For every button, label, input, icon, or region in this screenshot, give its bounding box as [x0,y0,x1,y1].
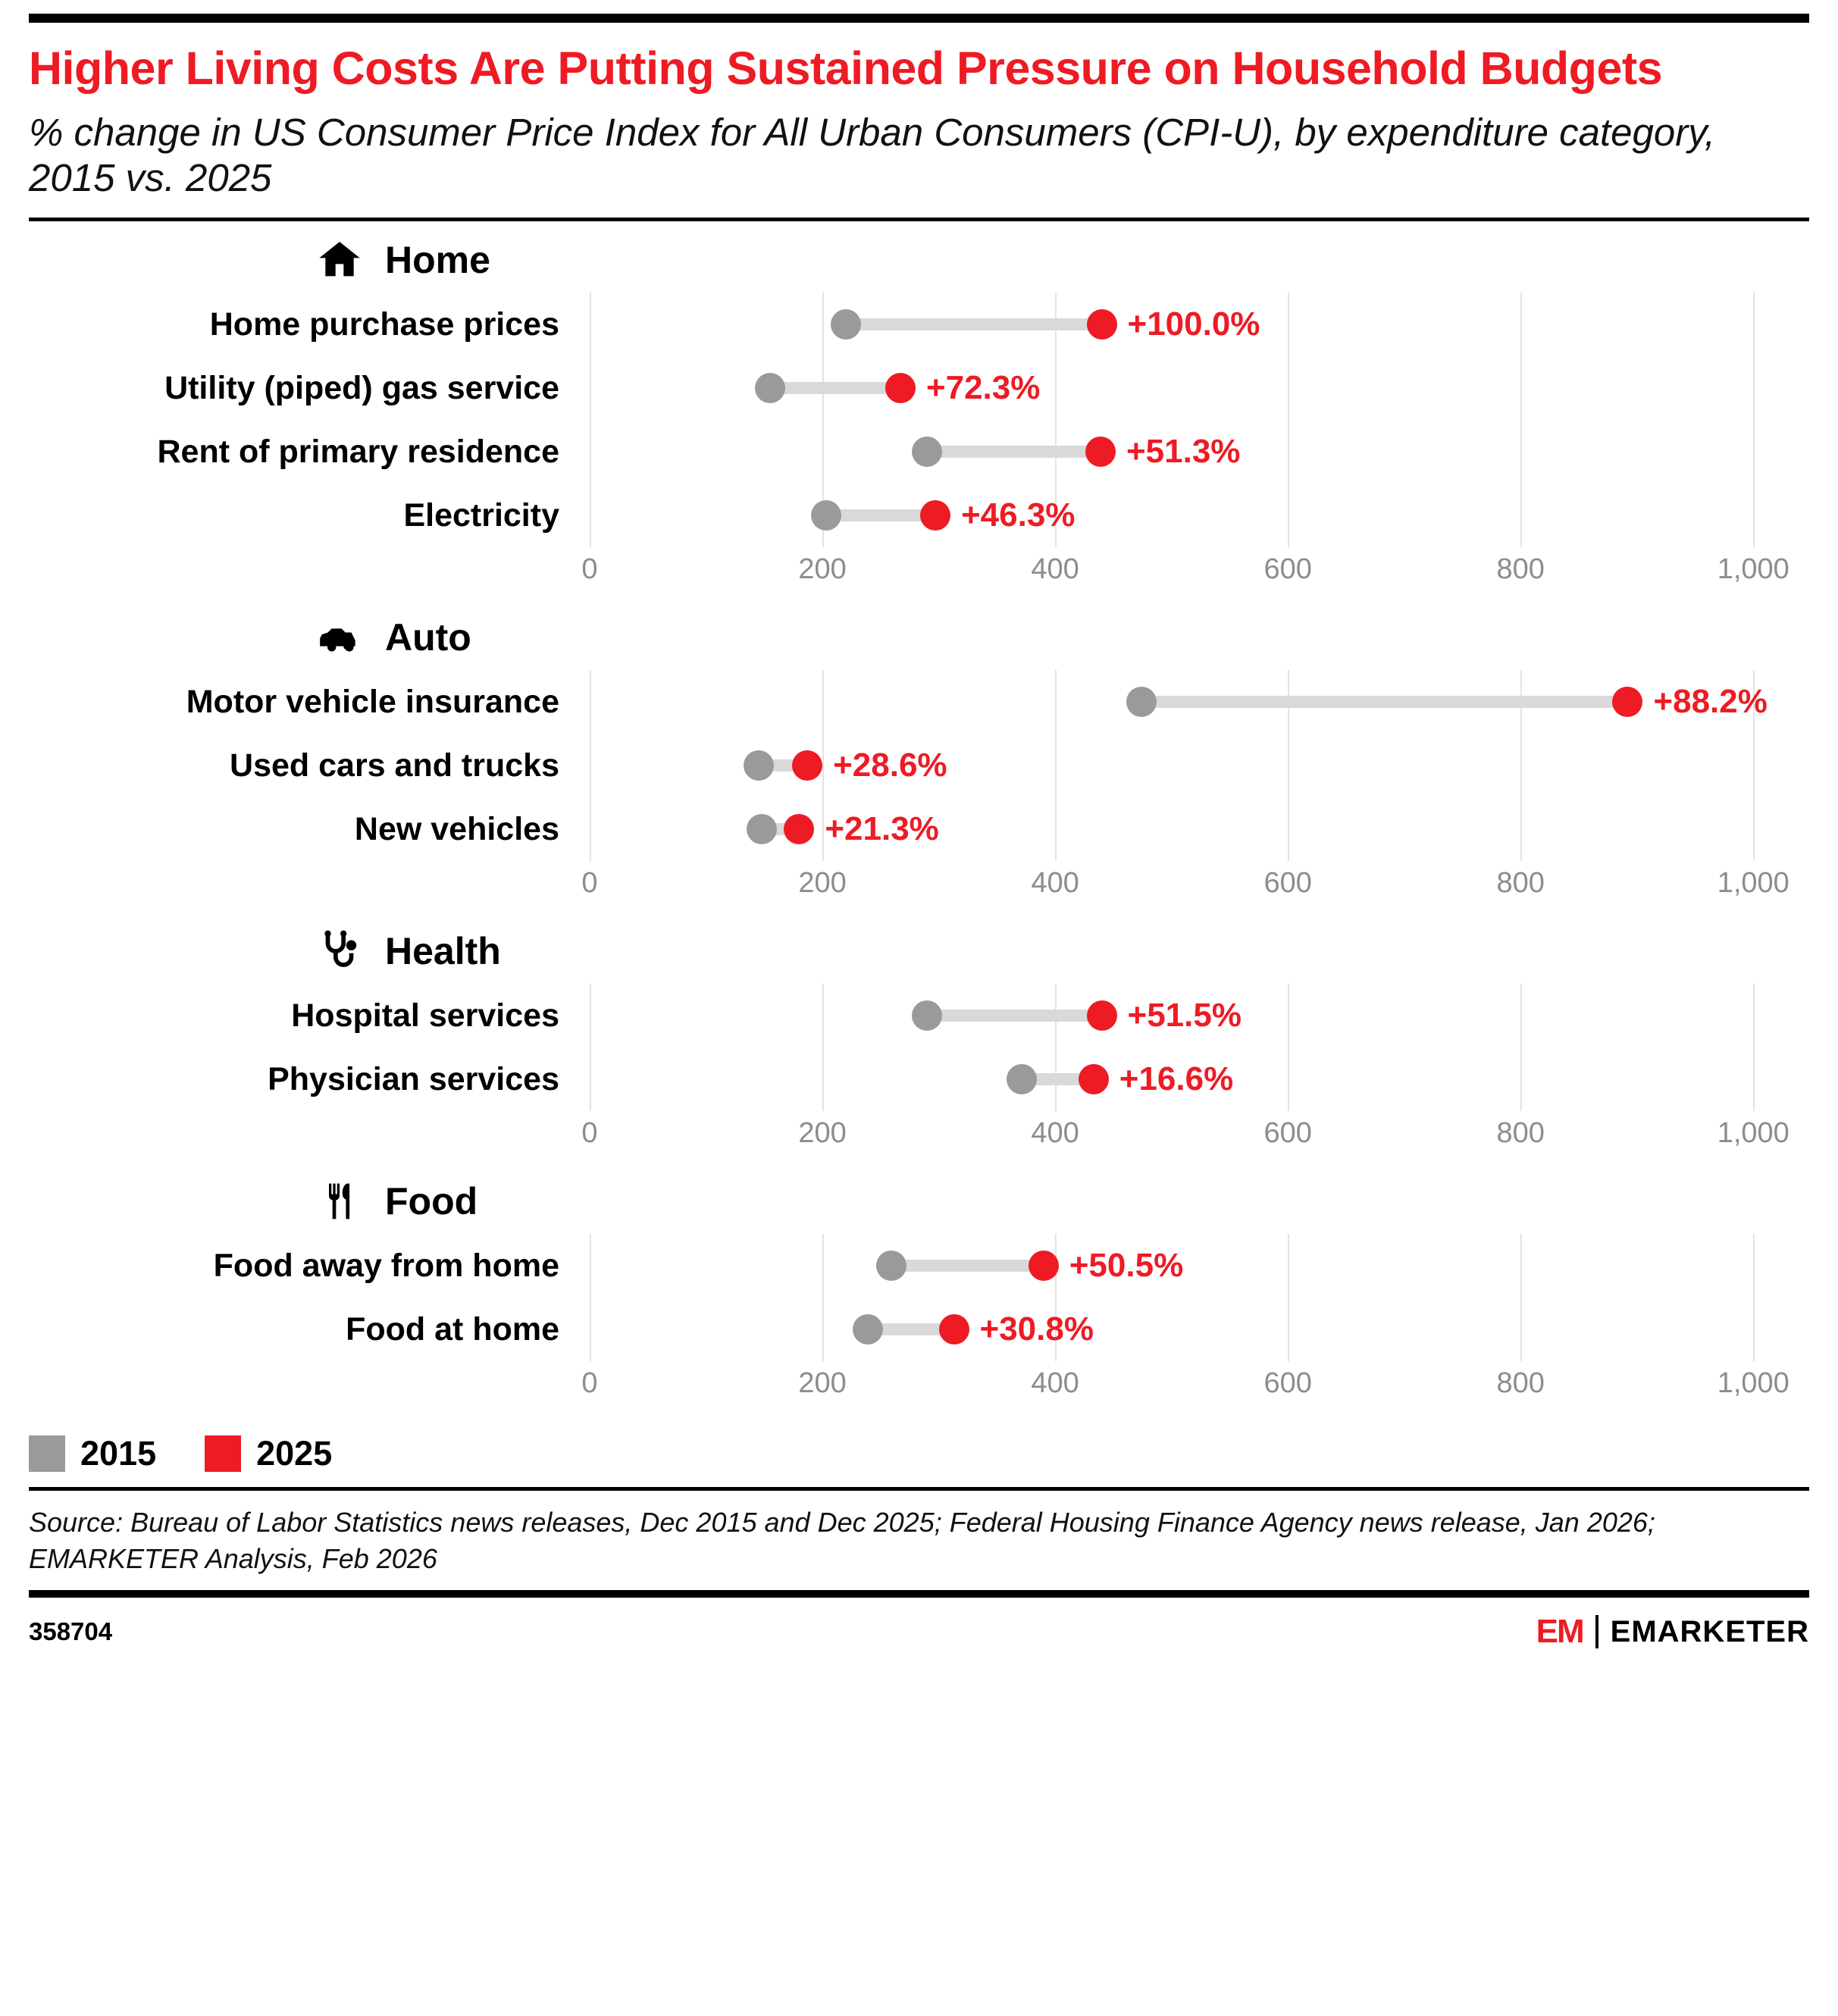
gridline [1520,356,1522,420]
gridline [1753,734,1755,797]
gridline [590,984,591,1047]
header-divider [29,218,1809,221]
gridline [1288,984,1289,1047]
source-note: Source: Bureau of Labor Statistics news releases, Dec 2015 and Dec 2025; Federal Housing Finance Agency news release, Jan 2026; EMARKETER Analysis, Feb 2026 [29,1507,1655,1574]
gridline [1288,293,1289,356]
dot-2015 [811,500,841,531]
gridline [1055,670,1057,734]
gridline [590,356,591,420]
page-subtitle: % change in US Consumer Price Index for All Urban Consumers (CPI-U), by expenditure category, 2015 vs. 2025 [29,110,1716,200]
group-header-home [29,227,1809,293]
page-title: Higher Living Costs Are Putting Sustained Pressure on Household Budgets [29,42,1663,94]
connector-line [826,509,935,521]
row-label: Rent of primary residence [157,434,559,471]
gridline [1055,797,1057,861]
gridline [1288,356,1289,420]
cutlery-icon [311,1174,368,1229]
x-axis [581,1111,1809,1164]
connector-line [927,1010,1101,1022]
chart-row [29,484,1809,547]
gridline [822,1298,824,1361]
dot-2015 [876,1251,906,1281]
gridline [1753,1234,1755,1298]
group-title: Home [385,239,490,282]
gridline [1520,984,1522,1047]
row-plot [590,1234,1809,1298]
group-rows [29,984,1809,1111]
axis-tick-label: 400 [1031,553,1079,586]
chart-group-auto [29,605,1809,914]
x-axis [581,1361,1809,1414]
connector-line [846,318,1102,330]
brand-separator [1595,1615,1598,1648]
stethoscope-icon [311,924,368,978]
chart-row [29,420,1809,484]
axis-tick-label: 1,000 [1717,553,1789,586]
gridline [590,734,591,797]
brand-logo [1536,1613,1809,1651]
dot-2025 [885,373,916,403]
axis-tick-label: 1,000 [1717,867,1789,900]
dot-2025 [1079,1064,1109,1094]
group-rows [29,670,1809,861]
gridline [1520,1047,1522,1111]
value-label: +51.5% [1127,997,1242,1035]
dot-2015 [1126,687,1157,717]
value-label: +46.3% [960,496,1076,534]
dot-2025 [784,814,814,844]
row-label: Food at home [346,1311,559,1348]
gridline [590,670,591,734]
gridline [1520,293,1522,356]
row-label: Hospital services [291,997,559,1035]
axis-tick-label: 800 [1496,553,1545,586]
group-header-health [29,919,1809,984]
dot-2025 [1087,1000,1117,1031]
dot-2025 [1029,1251,1059,1281]
x-axis [581,547,1809,600]
row-plot [590,356,1809,420]
gridline [590,797,591,861]
chart-id: 358704 [29,1617,113,1646]
gridline [1520,420,1522,484]
dot-2015 [744,750,774,781]
row-label: Home purchase prices [209,306,559,343]
axis-tick-label: 0 [581,1367,598,1400]
row-label: New vehicles [354,811,559,848]
axis-tick-label: 0 [581,553,598,586]
axis-tick-label: 600 [1263,1117,1312,1150]
gridline [1288,734,1289,797]
connector-line [770,382,900,394]
chart-legend [29,1434,1809,1487]
axis-tick-label: 0 [581,867,598,900]
dot-2015 [831,309,861,340]
gridline [822,734,824,797]
gridline [1520,797,1522,861]
group-title: Food [385,1180,478,1223]
gridline [1753,1298,1755,1361]
chart-row [29,293,1809,356]
row-label: Used cars and trucks [230,747,559,784]
chart-row [29,1298,1809,1361]
chart-row [29,1234,1809,1298]
value-label: +28.6% [833,747,947,784]
dot-2015 [912,1000,942,1031]
bottom-divider [29,1590,1809,1598]
dot-2025 [792,750,822,781]
axis-tick-label: 200 [798,867,847,900]
legend-label-2025: 2025 [256,1434,333,1473]
axis-tick-label: 600 [1263,867,1312,900]
gridline [1288,1298,1289,1361]
axis-tick-label: 200 [798,553,847,586]
dot-2025 [1085,437,1116,467]
group-header-food [29,1169,1809,1234]
connector-line [1141,696,1628,708]
axis-tick-label: 200 [798,1117,847,1150]
gridline [590,1234,591,1298]
gridline [822,797,824,861]
group-title: Auto [385,616,471,659]
row-plot [590,984,1809,1047]
row-plot [590,797,1809,861]
dot-2025 [1087,309,1117,340]
gridline [1753,293,1755,356]
gridline [1520,734,1522,797]
chart-row [29,1047,1809,1111]
axis-tick-label: 400 [1031,1367,1079,1400]
gridline [1753,420,1755,484]
group-title: Health [385,930,501,973]
gridline [1753,1047,1755,1111]
chart-row [29,670,1809,734]
group-rows [29,293,1809,547]
gridline [1288,1234,1289,1298]
legend-item-2015 [29,1434,156,1473]
row-plot [590,1298,1809,1361]
chart-page [0,14,1838,2016]
gridline [1520,1298,1522,1361]
gridline [822,984,824,1047]
gridline [1288,1047,1289,1111]
gridline [590,1047,591,1111]
dot-2015 [747,814,777,844]
legend-item-2025 [205,1434,332,1473]
gridline [590,484,591,547]
value-label: +21.3% [825,810,939,848]
gridline [822,670,824,734]
gridline [822,293,824,356]
dot-2015 [755,373,785,403]
gridline [822,420,824,484]
axis-tick-label: 600 [1263,1367,1312,1400]
x-axis [581,861,1809,914]
brand-mark: EM [1536,1613,1583,1651]
dot-2015 [1007,1064,1037,1094]
chart-group-health [29,919,1809,1164]
connector-line [927,446,1101,458]
axis-tick-label: 800 [1496,867,1545,900]
value-label: +100.0% [1127,305,1260,343]
gridline [1753,797,1755,861]
row-label: Utility (piped) gas service [164,370,559,407]
value-label: +51.3% [1126,433,1241,471]
dumbbell-chart [29,227,1809,1414]
axis-tick-label: 400 [1031,867,1079,900]
dot-2025 [1612,687,1642,717]
chart-row [29,356,1809,420]
top-divider [29,14,1809,23]
dot-2015 [912,437,942,467]
value-label: +88.2% [1653,683,1768,721]
row-label: Motor vehicle insurance [186,684,559,721]
axis-tick-label: 0 [581,1117,598,1150]
value-label: +72.3% [925,369,1041,407]
gridline [1288,797,1289,861]
gridline [822,1234,824,1298]
row-plot [590,484,1809,547]
axis-tick-label: 800 [1496,1367,1545,1400]
row-plot [590,293,1809,356]
row-label: Physician services [268,1061,559,1098]
axis-tick-label: 600 [1263,553,1312,586]
brand-name: EMARKETER [1610,1614,1809,1648]
gridline [590,420,591,484]
row-plot [590,420,1809,484]
gridline [1055,356,1057,420]
value-label: +30.8% [979,1310,1094,1348]
value-label: +16.6% [1119,1060,1234,1098]
legend-swatch-2025 [205,1435,241,1472]
chart-row [29,797,1809,861]
gridline [1753,984,1755,1047]
gridline [590,1298,591,1361]
row-plot [590,1047,1809,1111]
dot-2025 [939,1314,969,1345]
axis-tick-label: 800 [1496,1117,1545,1150]
footer [29,1613,1809,1651]
home-icon [311,233,368,287]
legend-label-2015: 2015 [80,1434,157,1473]
axis-tick-label: 200 [798,1367,847,1400]
gridline [1753,484,1755,547]
axis-tick-label: 1,000 [1717,1117,1789,1150]
group-rows [29,1234,1809,1361]
row-label: Electricity [403,497,559,534]
gridline [822,1047,824,1111]
chart-row [29,734,1809,797]
dot-2015 [853,1314,883,1345]
connector-line [891,1260,1044,1272]
axis-tick-label: 400 [1031,1117,1079,1150]
legend-divider [29,1487,1809,1491]
row-label: Food away from home [213,1247,559,1285]
gridline [1288,420,1289,484]
gridline [1520,484,1522,547]
value-label: +50.5% [1069,1247,1184,1285]
gridline [1520,1234,1522,1298]
gridline [1055,734,1057,797]
row-plot [590,734,1809,797]
group-header-auto [29,605,1809,670]
gridline [590,293,591,356]
axis-tick-label: 1,000 [1717,1367,1789,1400]
dot-2025 [920,500,950,531]
legend-swatch-2015 [29,1435,65,1472]
car-icon [311,610,368,665]
gridline [1288,484,1289,547]
chart-group-home [29,227,1809,600]
gridline [1753,356,1755,420]
row-plot [590,670,1809,734]
chart-row [29,984,1809,1047]
chart-group-food [29,1169,1809,1414]
